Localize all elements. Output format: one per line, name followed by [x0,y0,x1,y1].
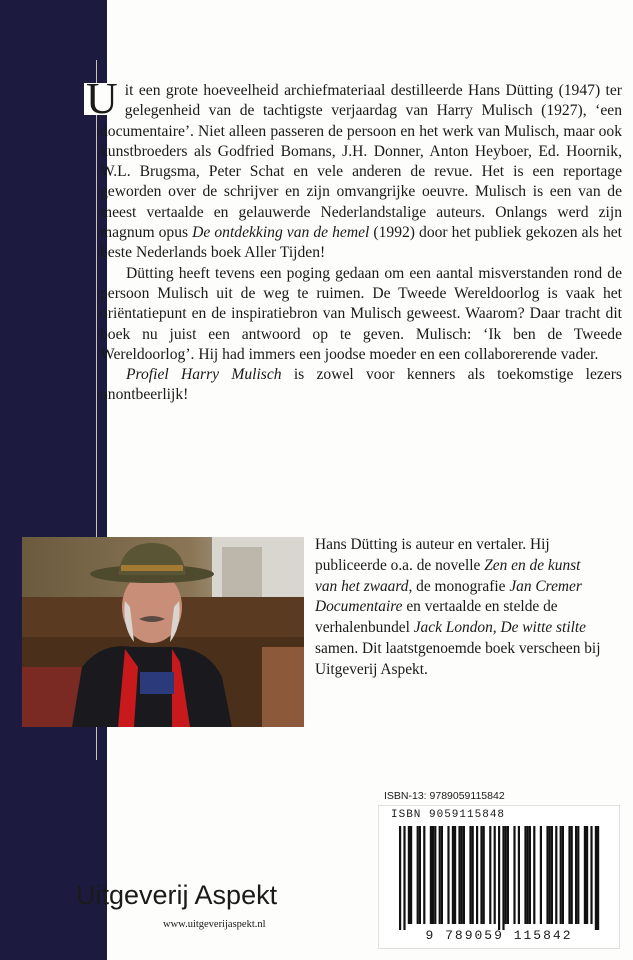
barcode-bar [518,826,520,924]
author-photo [22,537,304,727]
barcode-bar [408,826,410,924]
barcode-bar [480,826,482,924]
barcode-bar [560,826,562,924]
barcode-bar [577,826,579,924]
barcode-bar [423,826,425,924]
barcode-bar [403,826,405,930]
barcode-bar [419,826,421,924]
barcode-bar [568,826,570,924]
barcode-bars [379,806,619,948]
bio-book-title-3: Jack London, De witte stilte [413,619,586,637]
barcode-bar [463,826,465,924]
isbn-10-label: ISBN 9059115848 [391,809,506,821]
barcode-bar [410,826,412,924]
bio-book-title-1: Zen en de kunst van het zwaard [315,556,581,595]
barcode-bar [549,826,551,924]
publisher-website: www.uitgeverijaspekt.nl [163,919,266,930]
barcode-bar [489,826,491,924]
barcode-bar [441,826,443,924]
barcode-bar [546,826,548,924]
blurb-paragraph-3: Profiel Harry Mulisch is zowel voor kenners als toekomstige lezers onontbeerlijk! [100,366,622,404]
barcode-bar [439,826,441,924]
barcode-bar [472,826,474,924]
barcode-bar [494,826,496,924]
barcode-bar [584,826,586,924]
barcode-bar [571,826,573,924]
barcode-bar [498,826,500,930]
barcode-bar [533,826,535,924]
barcode-bar [432,826,434,924]
author-bio: Hans Dütting is auteur en vertaler. Hij publiceerde o.a. de novelle Zen en de kunst van het zwaard, de monografie Jan Cremer Documentaire en vertaalde en stelde de verhalenbundel Jack London, De witte stilte samen. Dit laatstgenoemde boek verscheen bij Uitgeverij Aspekt. [315,536,601,678]
barcode-bar [555,826,557,924]
barcode-bar [575,826,577,924]
barcode-bar [399,826,401,930]
barcode-bar [540,826,542,924]
barcode-bar [454,826,456,924]
barcode-bar [452,826,454,924]
barcode-bar [447,826,449,924]
drop-cap: U [86,74,118,123]
barcode-bar [562,826,564,924]
barcode-bar [502,826,504,930]
barcode-bar [529,826,531,924]
isbn-barcode [378,805,620,949]
barcode-bar [507,826,509,924]
book-title-ontdekking: De ontdekking van de hemel [192,224,370,242]
author-photo-image [22,537,304,727]
barcode-bar [430,826,432,924]
barcode-bar [551,826,553,924]
book-title-profiel: Profiel Harry Mulisch [126,366,282,384]
barcode-bar [595,826,597,930]
blurb-paragraph-2: Dütting heeft tevens een poging gedaan om een aantal misverstanden rond de persoon Mulisch uit de weg te ruimen. De Tweede Wereldoorlog is vaak het oriëntatiepunt en de inspiratiebron van Mulisch geweest. Waarom? Daar tracht dit boek nu juist een antwoord op te geven. Mulisch: ‘Ik ben de Tweede Wereldoorlog’. Hij had immers een joodse moeder en een collaborerende vader. [100,264,622,363]
barcode-bar [586,826,588,924]
barcode-bar [458,826,460,924]
barcode-bar [590,826,592,924]
barcode-bar [527,826,529,924]
barcode-bar [483,826,485,924]
blurb-paragraph-1: U it een grote hoeveelheid archiefmateriaal destilleerde Hans Dütting (1947) ter gelegenheid van de tachtigste verjaardag van Harry Mulisch (1927), ‘een documentaire’. Niet alleen passeren de persoon en het werk van Mulisch, maar ook kunstbroeders als Godfried Bomans, J.H. Donner, Anton Heyboer, Ed. Hoornik, W.L. Brugsma, Peter Schat en vele anderen de revue. Het is een reportage geworden over de schrijver en zijn omvangrijke oeuvre. Mulisch is een van de meest vertaalde en gelauwerde Nederlandstalige auteurs. Onlangs werd zijn magnum opus De ontdekking van de hemel (1992) door het publiek gekozen als het beste Nederlands boek Aller Tijden! [86,74,622,262]
barcode-bar [476,826,478,924]
bio-book-title-2: Jan Cremer Documentaire [315,577,582,616]
isbn-13-label: ISBN-13: 9789059115842 [384,790,505,802]
barcode-bar [513,826,515,924]
blurb-text [86,74,622,406]
barcode-bar [597,826,599,930]
barcode-digits: 9 789059 115842 [425,928,573,943]
barcode-bar [461,826,463,924]
barcode-bar [524,826,526,924]
publisher-logo: Uitgeverij Aspekt [76,880,278,910]
barcode-bar [469,826,471,924]
barcode-bar [505,826,507,924]
cover-spine-band [0,0,107,960]
barcode-bar [434,826,436,924]
barcode-bar [417,826,419,924]
